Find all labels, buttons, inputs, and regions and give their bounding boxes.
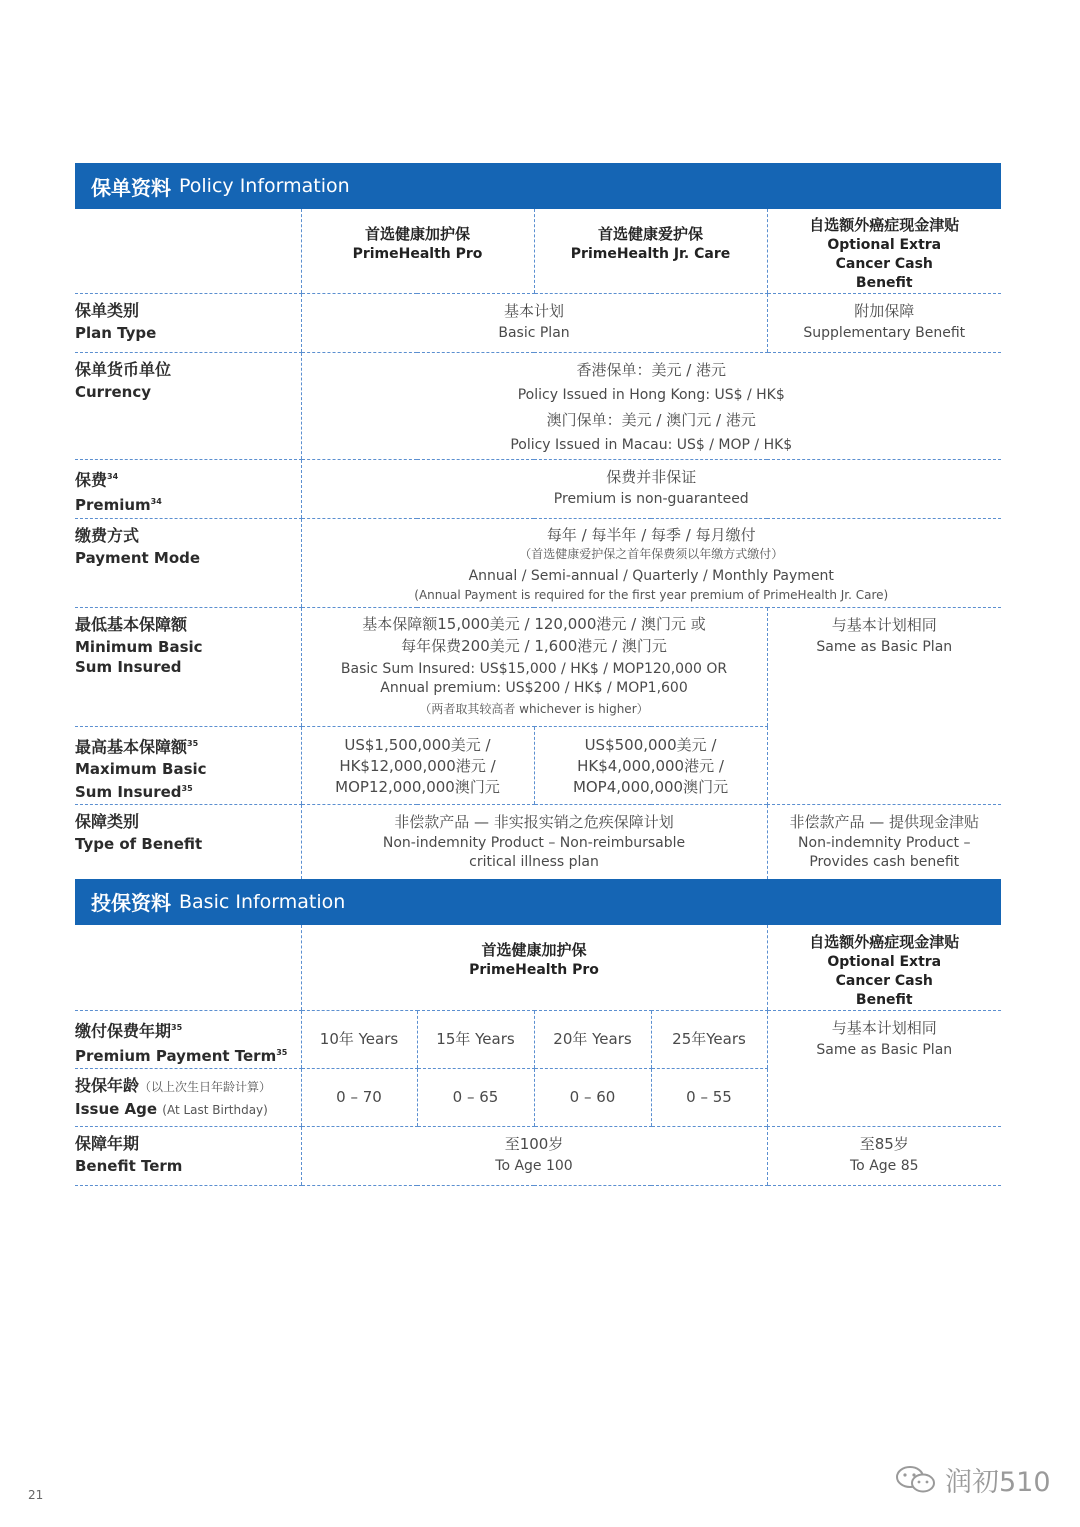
value-zh: 至100岁 [504, 1134, 564, 1153]
policy-info-banner [75, 163, 1001, 209]
value-en: Supplementary Benefit [803, 325, 966, 341]
watermark [895, 1460, 1051, 1499]
label-premium [75, 460, 301, 519]
value-zh: 非偿款产品 — 非实报实销之危疾保障计划 [394, 813, 674, 831]
value-zh: 与基本计划相同 [831, 616, 937, 634]
value-en: To Age 100 [495, 1157, 573, 1174]
row-payment-mode [75, 519, 1001, 608]
basic-title-zh: 投保资料 [91, 891, 171, 915]
value-en: Premium is non-guaranteed [553, 491, 749, 507]
empty-header-cell [75, 925, 301, 1011]
col-jr-zh: 首选健康爱护保 [598, 225, 704, 243]
value-zh: 非偿款产品 — 提供现金津贴 [789, 813, 980, 831]
label-premium-term [75, 1010, 301, 1068]
value-zh: 每年 / 每半年 / 每季 / 每月缴付 [546, 526, 756, 544]
currency-hk-zh: 香港保单：美元 / 港元 [576, 361, 727, 379]
term-age-optional [767, 1010, 1001, 1126]
footnote-ref: 34 [107, 472, 119, 481]
page-number: 21 [28, 1488, 44, 1502]
policy-header-row [75, 209, 1001, 294]
value-line: MOP12,000,000澳门元 [335, 778, 500, 796]
col-opt-en: Optional Extra Cancer Cash Benefit [827, 237, 942, 291]
value-en: critical illness plan [469, 854, 599, 870]
plan-type-optional [767, 294, 1001, 353]
value-line: MOP4,000,000澳门元 [572, 778, 729, 796]
label-zh: 缴付保费年期 [75, 1020, 172, 1040]
value-en: Basic Sum Insured: US$15,000 / HK$ / MOP120,000 OR [340, 661, 728, 677]
currency-macau-en: Policy Issued in Macau: US$ / MOP / HK$ [510, 437, 793, 453]
label-plan-type [75, 294, 301, 353]
currency-macau-zh: 澳门保单：美元 / 澳门元 / 港元 [546, 411, 756, 429]
policy-info-table [75, 209, 1001, 879]
term-25: 25年Years [651, 1010, 767, 1068]
empty-header-cell [75, 209, 301, 294]
value-zh: 每年保费200美元 / 1,600港元 / 澳门元 [401, 637, 667, 655]
row-min-sum-insured [75, 608, 1001, 727]
label-zh: 缴费方式 [75, 526, 140, 545]
label-max-sum [75, 727, 301, 805]
row-currency [75, 353, 1001, 460]
content [75, 163, 1001, 1186]
label-en: Issue Age [75, 1099, 158, 1118]
note-en: (Annual Payment is required for the first year premium of PrimeHealth Jr. Care) [414, 588, 889, 602]
value-en: Same as Basic Plan [816, 1041, 953, 1058]
label-en: Benefit Term [75, 1156, 183, 1175]
row-premium-term [75, 1010, 1001, 1068]
value-en: Non-indemnity Product – [798, 835, 971, 851]
label-issue-age [75, 1068, 301, 1126]
label-en: Type of Benefit [75, 835, 203, 853]
label-en: Premium [75, 496, 151, 515]
label-note-en: (At Last Birthday) [162, 1102, 268, 1117]
currency-hk-en: Policy Issued in Hong Kong: US$ / HK$ [517, 387, 785, 403]
col-jr-en: PrimeHealth Jr. Care [570, 246, 731, 262]
label-zh: 最高基本保障额 [75, 737, 188, 757]
footnote-ref: 35 [181, 784, 193, 794]
note: （两者取其较高者 whichever is higher） [419, 702, 649, 716]
label-zh: 保费 [75, 470, 108, 490]
label-en: Sum Insured [75, 658, 182, 676]
payment-mode-value [301, 519, 1001, 608]
label-zh: 最低基本保障额 [75, 615, 188, 634]
row-plan-type [75, 294, 1001, 353]
col-pro-en: PrimeHealth Pro [352, 246, 483, 262]
label-currency [75, 353, 301, 460]
label-en: Minimum Basic [75, 638, 203, 656]
footnote-ref: 35 [171, 1022, 183, 1032]
age-15: 0 – 65 [417, 1068, 534, 1126]
age-20: 0 – 60 [534, 1068, 651, 1126]
value-zh: 与基本计划相同 [831, 1018, 937, 1037]
value-line: HK$4,000,000港元 / [577, 757, 724, 775]
note-zh: （首选健康爱护保之首年保费须以年缴方式缴付） [519, 547, 784, 561]
col-opt-zh: 自选额外癌症现金津贴 [809, 216, 960, 234]
value-line: HK$12,000,000港元 / [339, 757, 496, 775]
term-15: 15年 Years [417, 1010, 534, 1068]
label-en: Maximum Basic [75, 760, 207, 779]
label-en: Currency [75, 383, 152, 401]
label-zh: 保单类别 [75, 301, 140, 320]
label-benefit-type [75, 805, 301, 879]
basic-header-row [75, 925, 1001, 1011]
row-benefit-type [75, 805, 1001, 879]
watermark-text: 润初510 [945, 1467, 1051, 1498]
value-zh: 基本计划 [504, 302, 565, 320]
label-payment-mode [75, 519, 301, 608]
policy-title-en: Policy Information [179, 175, 350, 197]
basic-info-banner [75, 879, 1001, 925]
premium-value [301, 460, 1001, 519]
label-en: Premium Payment Term [75, 1046, 277, 1065]
value-en: Same as Basic Plan [816, 639, 953, 655]
value-en: Annual premium: US$200 / HK$ / MOP1,600 [380, 680, 688, 696]
label-min-sum [75, 608, 301, 727]
age-25: 0 – 55 [651, 1068, 767, 1126]
col-primehealth-pro [301, 925, 767, 1011]
label-zh: 投保年龄 [75, 1075, 140, 1095]
footnote-ref: 35 [187, 739, 199, 748]
value-en: Non-indemnity Product – Non-reimbursable [382, 835, 686, 851]
footnote-ref: 34 [150, 497, 162, 507]
col-opt-en: Optional Extra Cancer Cash Benefit [827, 953, 942, 1008]
row-premium [75, 460, 1001, 519]
value-line: US$500,000美元 / [584, 736, 717, 754]
benefit-term-basic [301, 1126, 767, 1185]
currency-value [301, 353, 1001, 460]
col-primehealth-pro [301, 209, 534, 294]
col-primehealth-jr [534, 209, 767, 294]
plan-type-basic [301, 294, 767, 353]
label-en: Plan Type [75, 324, 157, 342]
value-zh: 附加保障 [854, 302, 915, 320]
value-zh: 基本保障额15,000美元 / 120,000港元 / 澳门元 或 [362, 615, 706, 633]
row-benefit-term [75, 1126, 1001, 1185]
col-opt-zh: 自选额外癌症现金津贴 [809, 932, 960, 951]
col-optional-cancer [767, 925, 1001, 1011]
wechat-icon [895, 1464, 937, 1496]
max-sum-jr [534, 727, 767, 805]
value-zh: 保费并非保证 [606, 468, 697, 486]
label-benefit-term [75, 1126, 301, 1185]
age-10: 0 – 70 [301, 1068, 417, 1126]
value-en: Basic Plan [498, 325, 570, 341]
min-max-sum-optional [767, 608, 1001, 805]
label-zh: 保障类别 [75, 812, 140, 831]
value-zh: 至85岁 [859, 1134, 909, 1153]
label-en: Payment Mode [75, 549, 201, 567]
col-pro-zh: 首选健康加护保 [481, 940, 587, 959]
basic-title-en: Basic Information [179, 890, 346, 913]
value-en: To Age 85 [850, 1157, 919, 1174]
policy-title-zh: 保单资料 [91, 175, 171, 200]
value-en: Provides cash benefit [809, 854, 960, 870]
benefit-term-optional [767, 1126, 1001, 1185]
max-sum-pro [301, 727, 534, 805]
value-line: US$1,500,000美元 / [344, 736, 491, 754]
label-en: Sum Insured [75, 783, 182, 802]
label-zh: 保障年期 [75, 1133, 140, 1153]
term-20: 20年 Years [534, 1010, 651, 1068]
value-en: Annual / Semi-annual / Quarterly / Monthly Payment [468, 568, 834, 584]
min-sum-basic [301, 608, 767, 727]
label-zh: 保单货币单位 [75, 360, 172, 379]
benefit-type-basic [301, 805, 767, 879]
col-pro-en: PrimeHealth Pro [469, 961, 599, 978]
term-10: 10年 Years [301, 1010, 417, 1068]
col-pro-zh: 首选健康加护保 [365, 225, 471, 243]
col-optional-cancer [767, 209, 1001, 294]
basic-info-table [75, 925, 1001, 1186]
benefit-type-optional [767, 805, 1001, 879]
footnote-ref: 35 [276, 1047, 288, 1057]
label-note-zh: （以上次生日年龄计算） [139, 1079, 272, 1094]
